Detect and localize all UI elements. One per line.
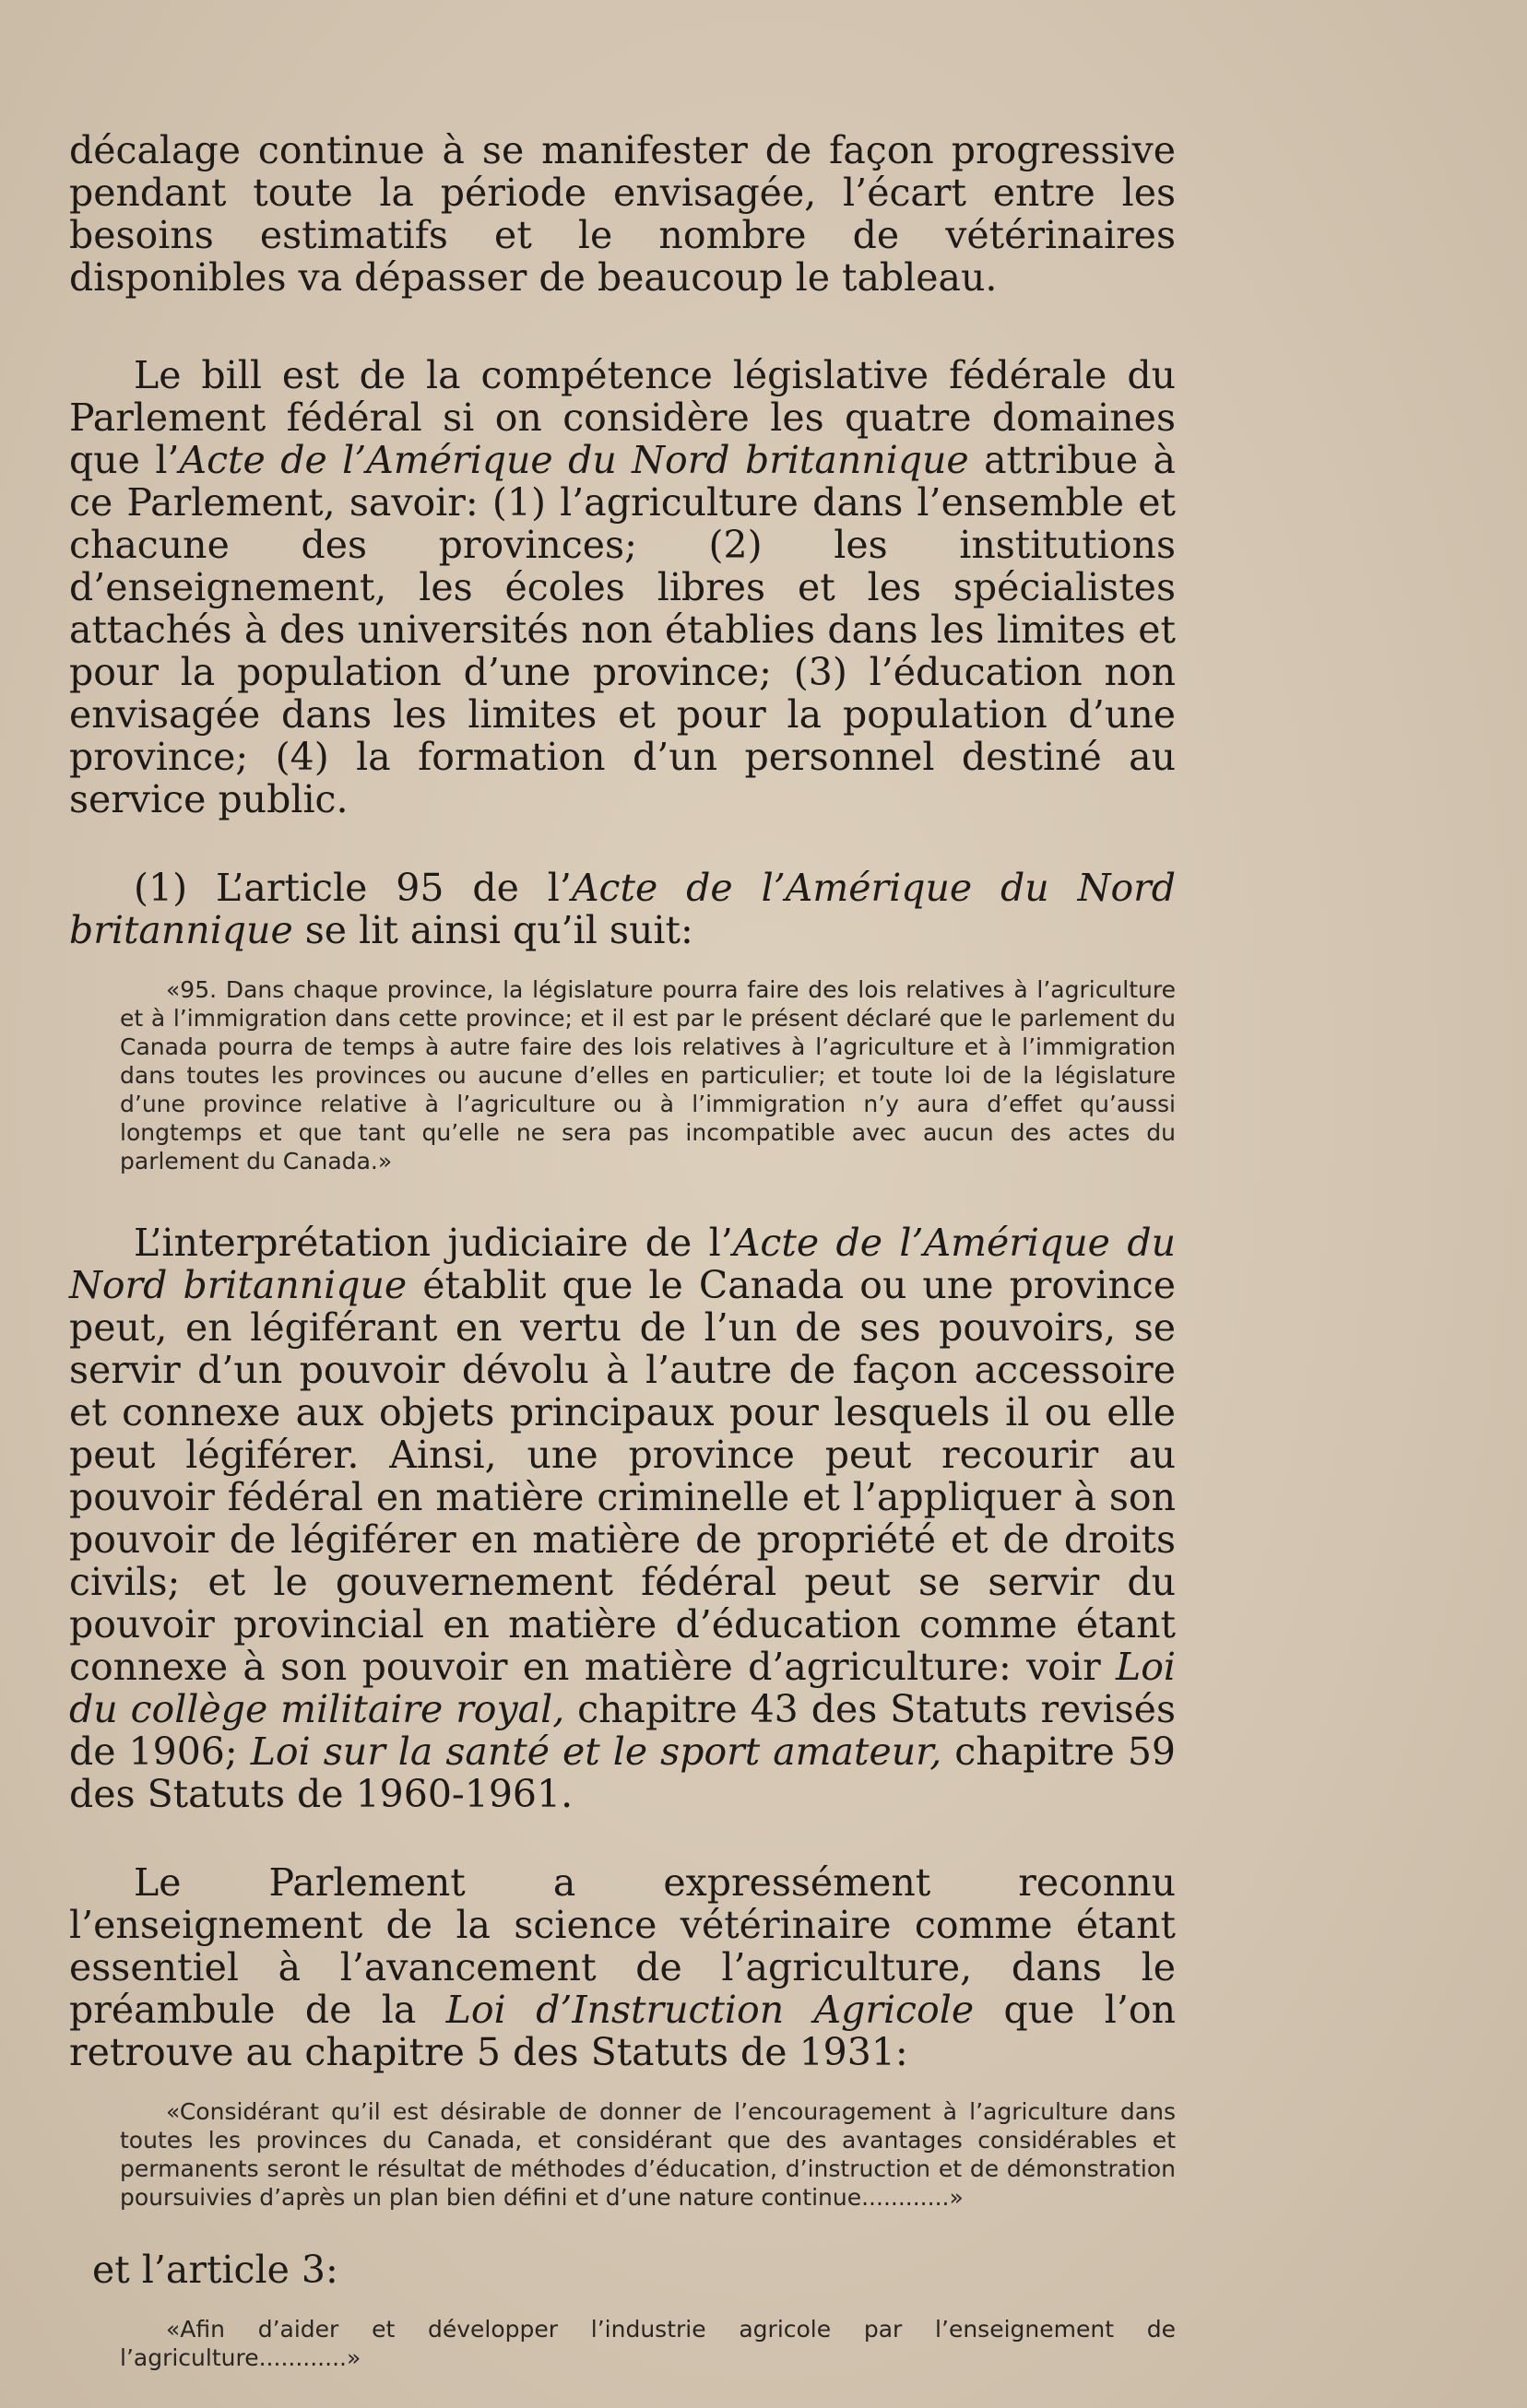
paragraph-federal-competence: Le bill est de la compétence législative fédérale du Parlement fédéral si on considère les quatre domaines que l’Acte de l’Amérique du Nord britannique attribue à ce Parlement, savoir: (1) l’agriculture dans l’ensemble et chacune des provinces; (2) les institutions d’enseignement, les écoles libres et les spécialistes attachés à des universités non établies dans les limites et pour la population d’une province; (3) l’éducation non envisagée dans les limites et pour la population d’une province; (4) la formation d’un personnel destiné au service public. [69,353,1176,821]
quote-article-95: «95. Dans chaque province, la législature pourra faire des lois relatives à l’agriculture et à l’immigration dans cette province; et il est par le présent déclaré que le parlement du Canada pourra de temps à autre faire des lois relatives à l’agriculture et à l’immigration dans toutes les provinces ou aucune d’elles en particulier; et toute loi de la législature d’une province relative à l’agriculture ou à l’immigration n’y aura d’effet qu’aussi longtemps et que tant qu’elle ne sera pas incompatible avec aucun des actes du parlement du Canada.» [120,976,1176,1174]
paragraph-continuation: décalage continue à se manifester de façon progressive pendant toute la période envisagée, l’écart entre les besoins estimatifs et le nombre de vétérinaires disponibles va dépasser de beaucoup le tableau. [69,128,1176,300]
document-page [69,129,1176,2372]
paragraph-parliament-recognition: Le Parlement a expressément reconnu l’enseignement de la science vétérinaire comme étant essentiel à l’avancement de l’agriculture, dans le préambule de la Loi d’Instruction Agricole que l’on retrouve au chapitre 5 des Statuts de 1931: [69,1860,1177,2074]
paragraph-judicial-interpretation: L’interprétation judiciaire de l’Acte de l’Amérique du Nord britannique établit que le Canada ou une province peut, en légiférant en vertu de l’un de ses pouvoirs, se servir d’un pouvoir dévolu à l’autre de façon accessoire et connexe aux objets principaux pour lesquels il ou elle peut légiférer. Ainsi, une province peut recourir au pouvoir fédéral en matière criminelle et l’appliquer à son pouvoir de légiférer en matière de propriété et de droits civils; et le gouvernement fédéral peut se servir du pouvoir provincial en matière d’éducation comme étant connexe à son pouvoir en matière d’agriculture: voir Loi du collège militaire royal, chapitre 43 des Statuts revisés de 1906; Loi sur la santé et le sport amateur, chapitre 59 des Statuts de 1960-1961. [69,1221,1176,1816]
paragraph-footnote-article-95: (1) L’article 95 de l’Acte de l’Amérique du Nord britannique se lit ainsi qu’il suit: [69,866,1176,952]
paragraph-article-3-intro: et l’article 3: [92,2248,338,2292]
quote-article-3: «Afin d’aider et développer l’industrie agricole par l’enseignement de l’agriculture............» [120,2316,1176,2371]
quote-preamble: «Considérant qu’il est désirable de donner de l’encouragement à l’agriculture dans toutes les provinces du Canada, et considérant que des avantages considérables et permanents seront le résultat de méthodes d’éducation, d’instruction et de démonstration poursuivies d’après un plan bien défini et d’une nature continue............» [120,2098,1176,2211]
